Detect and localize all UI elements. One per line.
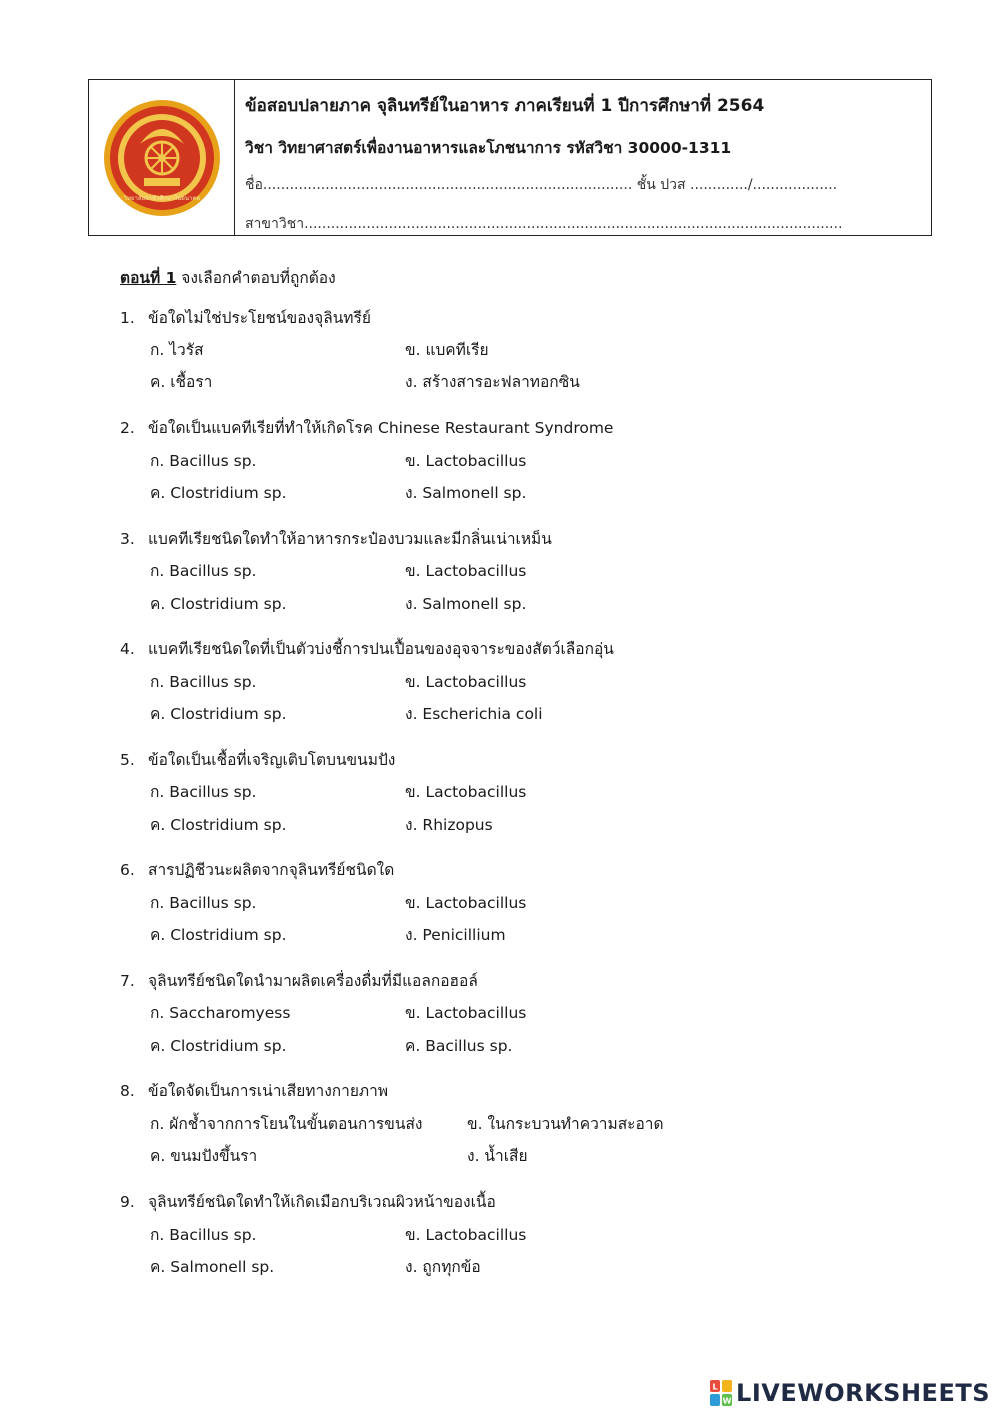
option-b[interactable]: ข. Lactobacillus [405, 894, 527, 912]
option-d[interactable]: ง. Penicillium [405, 926, 506, 944]
option-d[interactable]: ง. Salmonell sp. [405, 484, 527, 502]
school-seal-icon [100, 96, 224, 220]
option-c[interactable]: ค. เชื้อรา [150, 373, 213, 391]
option-c[interactable]: ค. Clostridium sp. [150, 705, 287, 723]
option-d[interactable]: ง. Rhizopus [405, 816, 493, 834]
question-number: 9. [120, 1193, 135, 1211]
question-number: 2. [120, 419, 135, 437]
option-d[interactable]: ง. Salmonell sp. [405, 595, 527, 613]
option-c[interactable]: ค. Clostridium sp. [150, 1037, 287, 1055]
option-d[interactable]: ง. สร้างสารอะฟลาทอกซิน [405, 373, 580, 391]
question-text: แบคทีเรียชนิดใดที่เป็นตัวบ่งชี้การปนเปื้อนของอุจจาระของสัตว์เลือกอุ่น [148, 640, 614, 658]
question-3 [120, 526, 552, 551]
option-a[interactable]: ก. Bacillus sp. [150, 452, 257, 470]
question-number: 4. [120, 640, 135, 658]
subject-line: วิชา วิทยาศาสตร์เพื่องานอาหารและโภชนาการ รหัสวิชา 30000-1311 [245, 139, 732, 157]
exam-title: ข้อสอบปลายภาค จุลินทรีย์ในอาหาร ภาคเรียนที่ 1 ปีการศึกษาที่ 2564 [245, 96, 765, 116]
badge-letter-w: W [722, 1396, 732, 1406]
question-5 [120, 747, 395, 772]
option-b[interactable]: ข. Lactobacillus [405, 562, 527, 580]
question-number: 6. [120, 861, 135, 879]
option-d[interactable]: ง. ถูกทุกข้อ [405, 1258, 481, 1276]
question-text: ข้อใดเป็นเชื้อที่เจริญเติบโตบนขนมปัง [148, 751, 396, 769]
section-instruction: จงเลือกคำตอบที่ถูกต้อง [176, 269, 336, 287]
question-text: ข้อใดไม่ใช่ประโยชน์ของจุลินทรีย์ [148, 309, 371, 327]
exam-header [88, 79, 932, 236]
option-c[interactable]: ค. Clostridium sp. [150, 816, 287, 834]
header-info [235, 80, 931, 235]
question-text: แบคทีเรียชนิดใดทำให้อาหารกระป๋องบวมและมีกลิ่นเน่าเหม็น [148, 530, 552, 548]
option-b[interactable]: ข. Lactobacillus [405, 1004, 527, 1022]
liveworksheets-wordmark: LIVEWORKSHEETS [736, 1379, 990, 1407]
option-b[interactable]: ข. ในกระบวนทำความสะอาด [467, 1115, 664, 1133]
liveworksheets-logo[interactable] [710, 1379, 990, 1407]
option-d[interactable]: ค. Bacillus sp. [405, 1037, 513, 1055]
option-a[interactable]: ก. ไวรัส [150, 341, 204, 359]
logo-cell [89, 80, 235, 235]
option-a[interactable]: ก. Saccharomyess [150, 1004, 291, 1022]
option-b[interactable]: ข. Lactobacillus [405, 673, 527, 691]
question-1 [120, 305, 371, 330]
option-c[interactable]: ค. Clostridium sp. [150, 926, 287, 944]
question-number: 1. [120, 309, 135, 327]
question-8 [120, 1078, 388, 1103]
question-number: 7. [120, 972, 135, 990]
option-a[interactable]: ก. Bacillus sp. [150, 783, 257, 801]
question-text: จุลินทรีย์ชนิดใดทำให้เกิดเมือกบริเวณผิวหน้าของเนื้อ [148, 1193, 496, 1211]
logo-caption: วิทยาลัยอาชีวศึกษาในอนาคต [123, 194, 200, 202]
question-number: 3. [120, 530, 135, 548]
question-number: 8. [120, 1082, 135, 1100]
option-d[interactable]: ง. Escherichia coli [405, 705, 543, 723]
option-b[interactable]: ข. แบคทีเรีย [405, 341, 489, 359]
option-a[interactable]: ก. Bacillus sp. [150, 562, 257, 580]
option-b[interactable]: ข. Lactobacillus [405, 1226, 527, 1244]
option-b[interactable]: ข. Lactobacillus [405, 783, 527, 801]
option-a[interactable]: ก. Bacillus sp. [150, 1226, 257, 1244]
option-c[interactable]: ค. Clostridium sp. [150, 595, 287, 613]
option-a[interactable]: ก. ผักช้ำจากการโยนในขั้นตอนการขนส่ง [150, 1115, 423, 1133]
student-name-field[interactable]: ชื่อ................................................................................... ชั้น ปวส ............./................... [245, 177, 838, 193]
option-b[interactable]: ข. Lactobacillus [405, 452, 527, 470]
question-text: ข้อใดจัดเป็นการเน่าเสียทางกายภาพ [148, 1082, 389, 1100]
option-c[interactable]: ค. ขนมปังขึ้นรา [150, 1147, 258, 1165]
question-text: ข้อใดเป็นแบคทีเรียที่ทำให้เกิดโรค Chinese Restaurant Syndrome [148, 419, 614, 437]
liveworksheets-badge-icon [710, 1380, 732, 1406]
option-d[interactable]: ง. น้ำเสีย [467, 1147, 528, 1165]
question-text: จุลินทรีย์ชนิดใดนำมาผลิตเครื่องดื่มที่มีแอลกอฮอล์ [148, 972, 478, 990]
question-text: สารปฏิชีวนะผลิตจากจุลินทรีย์ชนิดใด [148, 861, 395, 879]
question-2 [120, 415, 613, 440]
major-field[interactable]: สาขาวิชา......................................................................................................................... [245, 216, 843, 232]
question-9 [120, 1189, 496, 1214]
section-number: ตอนที่ 1 [120, 269, 177, 287]
question-number: 5. [120, 751, 135, 769]
section-title [120, 265, 336, 290]
option-a[interactable]: ก. Bacillus sp. [150, 673, 257, 691]
question-7 [120, 968, 478, 993]
question-4 [120, 636, 614, 661]
question-6 [120, 857, 394, 882]
badge-letter-l: L [712, 1382, 718, 1392]
option-c[interactable]: ค. Clostridium sp. [150, 484, 287, 502]
option-a[interactable]: ก. Bacillus sp. [150, 894, 257, 912]
option-c[interactable]: ค. Salmonell sp. [150, 1258, 275, 1276]
